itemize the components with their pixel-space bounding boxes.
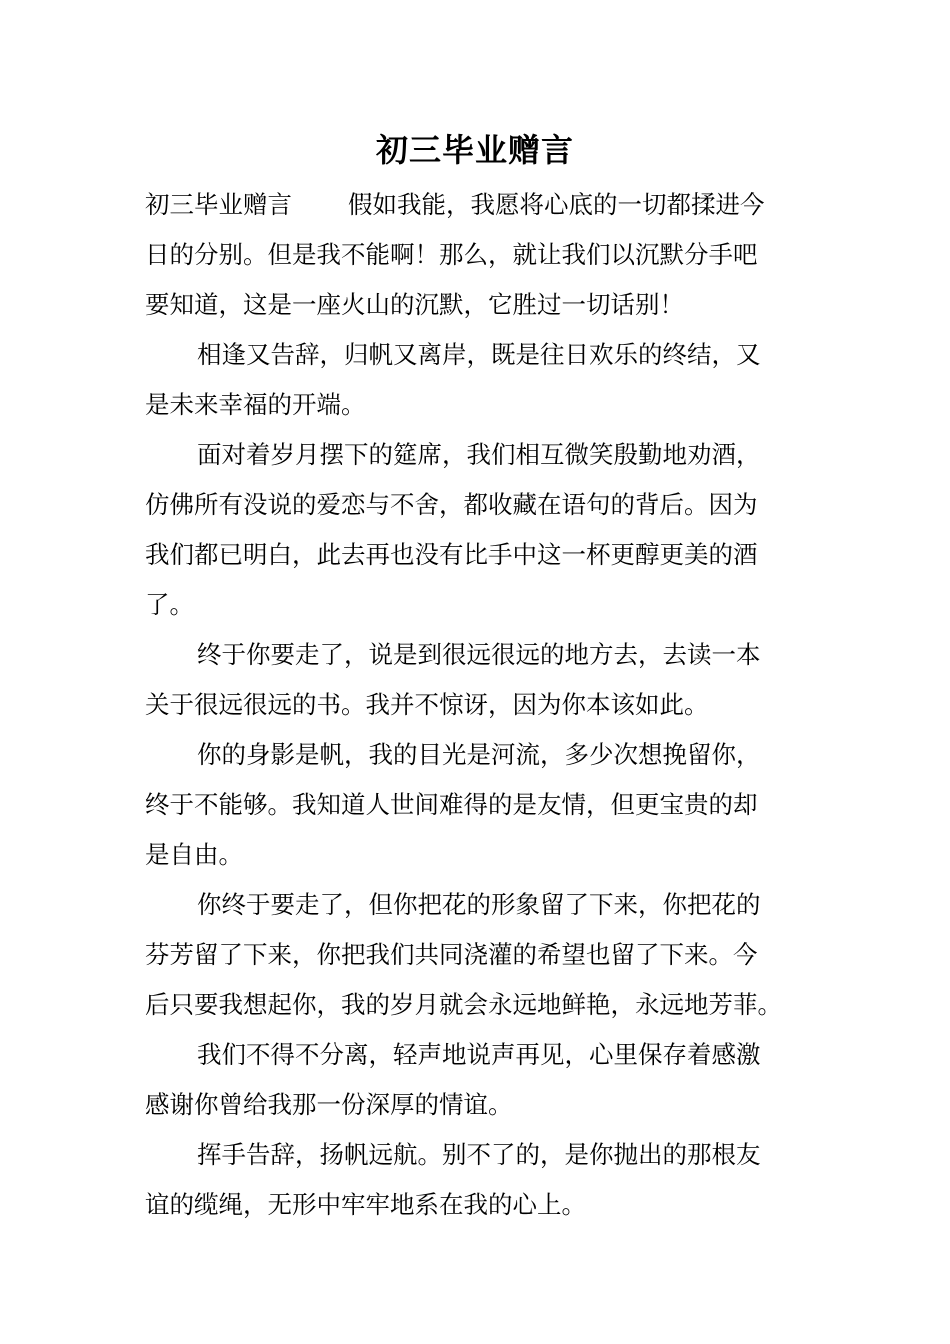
inline-heading: 初三毕业赠言 <box>145 190 292 219</box>
text-line: 要知道，这是一座火山的沉默，它胜过一切话别！ <box>145 290 684 319</box>
document-body <box>145 180 810 1230</box>
text-line: 谊的缆绳，无形中牢牢地系在我的心上。 <box>145 1190 586 1219</box>
paragraph-first-line: 挥手告辞，扬帆远航。别不了的，是你抛出的那根友 <box>197 1140 761 1169</box>
paragraph-first-line: 你终于要走了，但你把花的形象留了下来，你把花的 <box>197 890 761 919</box>
document-title: 初三毕业赠言 <box>375 131 574 169</box>
text-line: 了。 <box>145 590 194 619</box>
text-line: 是自由。 <box>145 840 243 869</box>
paragraph-first-line: 终于你要走了，说是到很远很远的地方去，去读一本 <box>197 640 761 669</box>
paragraph-first-line: 你的身影是帆，我的目光是河流，多少次想挽留你， <box>197 740 761 769</box>
text-line: 日的分别。但是我不能啊！那么，就让我们以沉默分手吧 <box>145 240 758 269</box>
text-line: 终于不能够。我知道人世间难得的是友情，但更宝贵的却 <box>145 790 758 819</box>
text-line: 仿佛所有没说的爱恋与不舍，都收藏在语句的背后。因为 <box>145 490 758 519</box>
paragraph-first-line: 面对着岁月摆下的筵席，我们相互微笑殷勤地劝酒， <box>197 440 761 469</box>
line-text: 假如我能，我愿将心底的一切都揉进今 <box>348 190 765 219</box>
text-line: 我们都已明白，此去再也没有比手中这一杯更醇更美的酒 <box>145 540 758 569</box>
paragraph-first-line: 相逢又告辞，归帆又离岸，既是往日欢乐的终结，又 <box>197 340 761 369</box>
text-line: 关于很远很远的书。我并不惊讶，因为你本该如此。 <box>145 690 709 719</box>
text-line: 芬芳留了下来，你把我们共同浇灌的希望也留了下来。今 <box>145 940 758 969</box>
text-line: 感谢你曾给我那一份深厚的情谊。 <box>145 1090 513 1119</box>
text-line: 后只要我想起你，我的岁月就会永远地鲜艳，永远地芳菲。 <box>145 990 782 1019</box>
text-line: 是未来幸福的开端。 <box>145 390 366 419</box>
text-line <box>145 180 810 230</box>
paragraph-first-line: 我们不得不分离，轻声地说声再见，心里保存着感激 <box>197 1040 761 1069</box>
